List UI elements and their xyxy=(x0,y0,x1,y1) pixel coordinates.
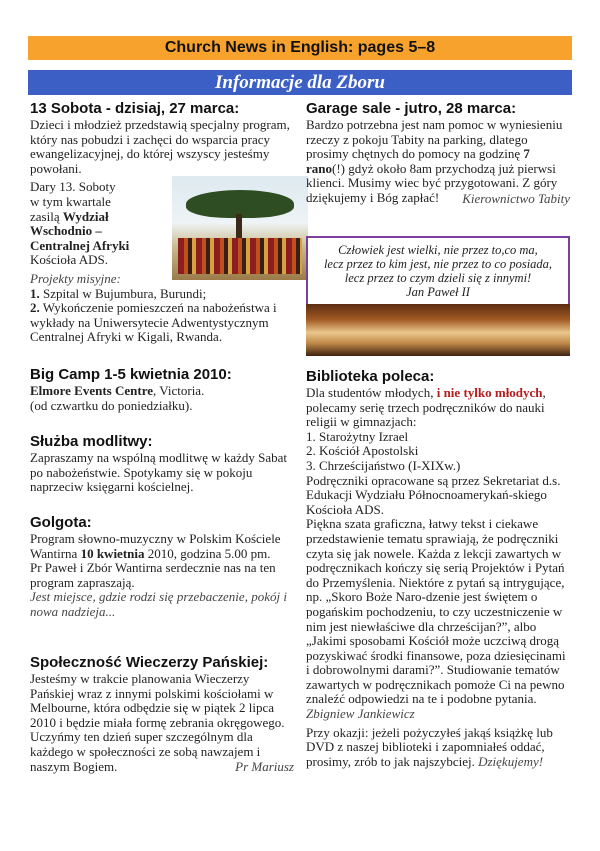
quote-author: Jan Paweł II xyxy=(406,285,470,299)
people-shape xyxy=(178,238,302,274)
library-p1: Podręczniki opracowane są przez Sekretariat d.s. Edukacji Wydziału Północnoamerykań-skiego Kościoła ADS. xyxy=(306,472,561,517)
golgota-body-b: 2010, godzina 5.00 pm. xyxy=(144,545,271,561)
bigcamp-venue-name: Elmore Events Centre xyxy=(30,383,153,398)
sabbath-line-4: Wschodnio – xyxy=(30,223,102,239)
supper-signature: Pr Mariusz xyxy=(235,759,294,775)
sabbath-line-5: Centralnej Afryki xyxy=(30,237,130,253)
quote-line-1: Człowiek jest wielki, nie przez to,co ma, xyxy=(338,243,538,257)
library-title: Biblioteka poleca: xyxy=(306,368,435,385)
quote-box xyxy=(306,236,570,306)
library-p2: Piękna szata graficzna, łatwy tekst i ciekawe przedstawienie tematu sprawiają, że podręczniki czyta się jak nowele. Każda z lekcji zawartych w podręcznikach kończy się serią Projektów i Pytań do Przemyślenia. Niektóre z pytań są intrygujące, np. „Skoro Boże Naro-dzenie jest świętem o pogańskim pochodzeniu, to czy uczestniczenie w nim jest niewłaściwe dla chrześcijan?”, albo „Jakimi sposobami Kościół może uczciwą drogą pozyskiwać środki finansowe, poza dziesięcinami i dobrowolnymi darami?”. Studiowanie tematów zawartych w podręcznikach pomoże Ci na pewno znaleźć odpowiedzi na te i podobne pytania. xyxy=(306,516,566,707)
project-1 xyxy=(30,287,294,302)
bigcamp-venue-rest: , Victoria. xyxy=(153,383,205,398)
sabbath-intro: Dzieci i młodzież przedstawią specjalny program, który nas pobudzi i zachęci do wsparcia pracy ewangelizacyjnej, do której wszyscy jesteśmy powołani. xyxy=(30,117,290,176)
garage-signature: Kierownictwo Tabity xyxy=(462,190,570,206)
library-thanks: Dziękujemy! xyxy=(478,753,544,769)
garage-title: Garage sale - jutro, 28 marca: xyxy=(306,100,517,117)
golgota-date: 10 kwietnia xyxy=(80,545,145,561)
quote-line-3: lecz przez to czym dzieli się z innymi! xyxy=(344,271,532,285)
prayer-title: Służba modlitwy: xyxy=(30,433,153,450)
library-intro-b: i nie tylko młodych xyxy=(436,385,543,400)
library-item-3: 3. Chrześcijaństwo (I-XIXw.) xyxy=(306,457,461,473)
bigcamp-venue xyxy=(30,384,294,399)
garage-section xyxy=(306,100,570,206)
quote-line-2: lecz przez to kim jest, nie przez to co posiada, xyxy=(323,257,553,271)
sabbath-section xyxy=(30,100,294,345)
library-intro-a: Dla studentów młodych, xyxy=(306,385,437,400)
header-banner: Church News in English: pages 5–8 xyxy=(28,36,572,60)
sabbath-line-3a: zasilą xyxy=(30,208,63,224)
prayer-body: Zapraszamy na wspólną modlitwę w każdy Sabat po nabożeństwie. Spotykamy się w pokoju naprzeciw księgarni kościelnej. xyxy=(30,450,288,495)
supper-title: Społeczność Wieczerzy Pańskiej: xyxy=(30,654,269,671)
library-p3-text: Przy okazji: jeżeli pożyczyłeś jakąś książkę lub DVD z naszej biblioteki i zapomniałeś oddać, prosimy, zrób to jak najszybciej. xyxy=(306,724,553,769)
library-section xyxy=(306,368,570,769)
library-intro-c: , polecamy serię trzech podręczników do nauki religii w gimnazjach: xyxy=(306,385,546,430)
golgota-body-2: Pr Paweł i Zbór Wantirna serdecznie nas na ten program zapraszają. xyxy=(30,560,276,590)
library-item-1: 1. Starożytny Izrael xyxy=(306,428,409,444)
division-label: Wydział xyxy=(62,208,109,224)
library-intro xyxy=(306,386,570,430)
library-item-2: 2. Kościół Apostolski xyxy=(306,443,419,459)
library-author: Zbigniew Jankiewicz xyxy=(306,706,415,722)
project-1-text: Szpital w Bujumbura, Burundi; xyxy=(39,285,207,301)
sabbath-line-2: w tym kwartale xyxy=(30,193,111,209)
garage-time: 7 rano xyxy=(306,146,530,176)
project-2-text: Wykończenie pomieszczeń na nabożeństwa i wykłady na Uniwersytecie Adwentystycznym Centralnej Afryki w Kigali, Rwanda. xyxy=(30,300,277,345)
project-1-num: 1. xyxy=(30,285,40,301)
golgota-section xyxy=(30,514,294,620)
library-p3 xyxy=(306,726,570,770)
prayer-section xyxy=(30,433,294,495)
bigcamp-dates: (od czwartku do poniedziałku). xyxy=(30,397,193,413)
africa-photo xyxy=(172,176,308,280)
projects-label: Projekty misyjne: xyxy=(30,270,121,286)
supper-body: Jesteśmy w trakcie planowania Wieczerzy Pańskiej wraz z innymi polskimi kościołami w Melbourne, która odbędzie się w piątek 2 lipca 2010 i będzie miała formę zebrania okręgowego. xyxy=(30,671,285,730)
golgota-motto: Jest miejsce, gdzie rodzi się przebaczenie, pokój i nowa nadzieja... xyxy=(30,589,287,619)
sabbath-line-6: Kościoła ADS. xyxy=(30,252,108,268)
garage-body-b: (!) gdyż około 8am przychodzą już pierwsi klienci. Musimy wiec być przygotowani. Z góry dziękujemy i Bóg zapłać! xyxy=(306,160,558,205)
project-2-num: 2. xyxy=(30,300,40,316)
garage-body-a: Bardzo potrzebna jest nam pomoc w wyniesieniu rzeczy z pokoju Tabity na parking, dlatego prosimy chętnych do pomocy na godzinę xyxy=(306,117,563,162)
bigcamp-section xyxy=(30,366,294,413)
golgota-body-a: Program słowno-muzyczny w Polskim Kościele Wantirna xyxy=(30,531,281,561)
supper-body-2: Uczyńmy ten dzień super szczególnym dla każdego w społeczności ze sobą nawzajem i naszym Bogiem. xyxy=(30,729,261,774)
golgota-body xyxy=(30,532,294,561)
sabbath-line-1: Dary 13. Soboty xyxy=(30,179,116,195)
supper-section xyxy=(30,654,294,775)
project-2 xyxy=(30,301,294,345)
sabbath-title: 13 Sobota - dzisiaj, 27 marca: xyxy=(30,100,240,117)
bigcamp-title: Big Camp 1-5 kwietnia 2010: xyxy=(30,366,232,383)
books-photo xyxy=(306,304,570,356)
section-banner: Informacje dla Zboru xyxy=(28,70,572,95)
golgota-title: Golgota: xyxy=(30,514,92,531)
